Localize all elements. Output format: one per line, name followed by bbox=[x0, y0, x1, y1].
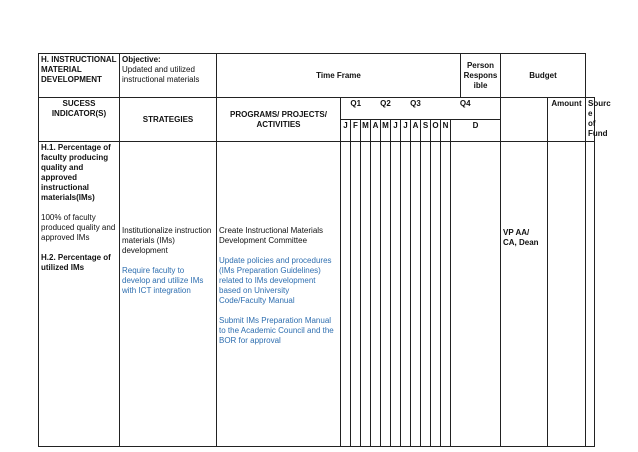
person-responsible-header: Person Respons ible bbox=[461, 54, 501, 98]
indicator-target: 100% of faculty produced quality and approved IMs bbox=[41, 213, 116, 242]
month-jul: J bbox=[401, 120, 411, 142]
month-apr: A bbox=[371, 120, 381, 142]
strategies-cell bbox=[120, 142, 217, 447]
month-cell bbox=[391, 142, 401, 447]
time-frame-header: Time Frame bbox=[217, 54, 461, 98]
month-dec: D bbox=[451, 120, 501, 142]
month-cell bbox=[411, 142, 421, 447]
strategy-1: Institutionalize instruction materials (IMs) development bbox=[122, 226, 212, 255]
month-feb: F bbox=[351, 120, 361, 142]
objective-cell bbox=[120, 54, 217, 98]
operational-plan-table bbox=[38, 53, 611, 447]
month-cell bbox=[421, 142, 431, 447]
section-title: H. INSTRUCTIONAL MATERIAL DEVELOPMENT bbox=[39, 54, 120, 98]
source-of-fund-cell bbox=[586, 142, 595, 447]
program-1: Create Instructional Materials Development Committee bbox=[219, 226, 324, 245]
table-row bbox=[39, 142, 595, 447]
month-cell bbox=[341, 142, 351, 447]
programs-cell bbox=[217, 142, 341, 447]
source-of-fund-header: Sourc e of Fund bbox=[586, 98, 595, 142]
month-cell bbox=[381, 142, 391, 447]
quarter-q2: Q2 bbox=[371, 98, 401, 120]
quarter-q1: Q1 bbox=[341, 98, 371, 120]
quarter-q4: Q4 bbox=[431, 98, 501, 120]
month-cell bbox=[431, 142, 441, 447]
month-cell bbox=[401, 142, 411, 447]
indicators-cell bbox=[39, 142, 120, 447]
budget-header: Budget bbox=[501, 54, 586, 98]
programs-header: PROGRAMS/ PROJECTS/ ACTIVITIES bbox=[217, 98, 341, 142]
program-2: Update policies and procedures (IMs Preparation Guidelines) related to IMs development based on University Code/Faculty Manual bbox=[219, 256, 332, 305]
month-oct: O bbox=[431, 120, 441, 142]
month-may: M bbox=[381, 120, 391, 142]
month-cell bbox=[371, 142, 381, 447]
objective-text: Updated and utilized instructional materials bbox=[122, 65, 200, 84]
quarter-q3: Q3 bbox=[401, 98, 431, 120]
month-aug: A bbox=[411, 120, 421, 142]
amount-cell bbox=[548, 142, 586, 447]
objective-label: Objective: bbox=[122, 55, 161, 64]
success-indicators-header: SUCESS INDICATOR(S) bbox=[39, 98, 120, 142]
month-cell bbox=[451, 142, 501, 447]
person-subheader-cell bbox=[501, 98, 548, 142]
amount-header: Amount bbox=[548, 98, 586, 142]
strategy-2: Require faculty to develop and utilize IMs with ICT integration bbox=[122, 266, 204, 295]
month-mar: M bbox=[361, 120, 371, 142]
indicator-h1: H.1. Percentage of faculty producing quality and approved instructional materials(IMs) bbox=[41, 143, 111, 202]
month-sep: S bbox=[421, 120, 431, 142]
header-row bbox=[39, 54, 595, 98]
person-responsible-cell: VP AA/ CA, Dean bbox=[501, 142, 548, 447]
program-3: Submit IMs Preparation Manual to the Academic Council and the BOR for approval bbox=[219, 316, 334, 345]
strategies-header: STRATEGIES bbox=[120, 98, 217, 142]
month-nov: N bbox=[441, 120, 451, 142]
month-cell bbox=[351, 142, 361, 447]
indicator-h2: H.2. Percentage of utilized IMs bbox=[41, 253, 111, 272]
month-jun: J bbox=[391, 120, 401, 142]
quarter-row bbox=[39, 98, 595, 120]
month-cell bbox=[361, 142, 371, 447]
month-jan: J bbox=[341, 120, 351, 142]
month-cell bbox=[441, 142, 451, 447]
